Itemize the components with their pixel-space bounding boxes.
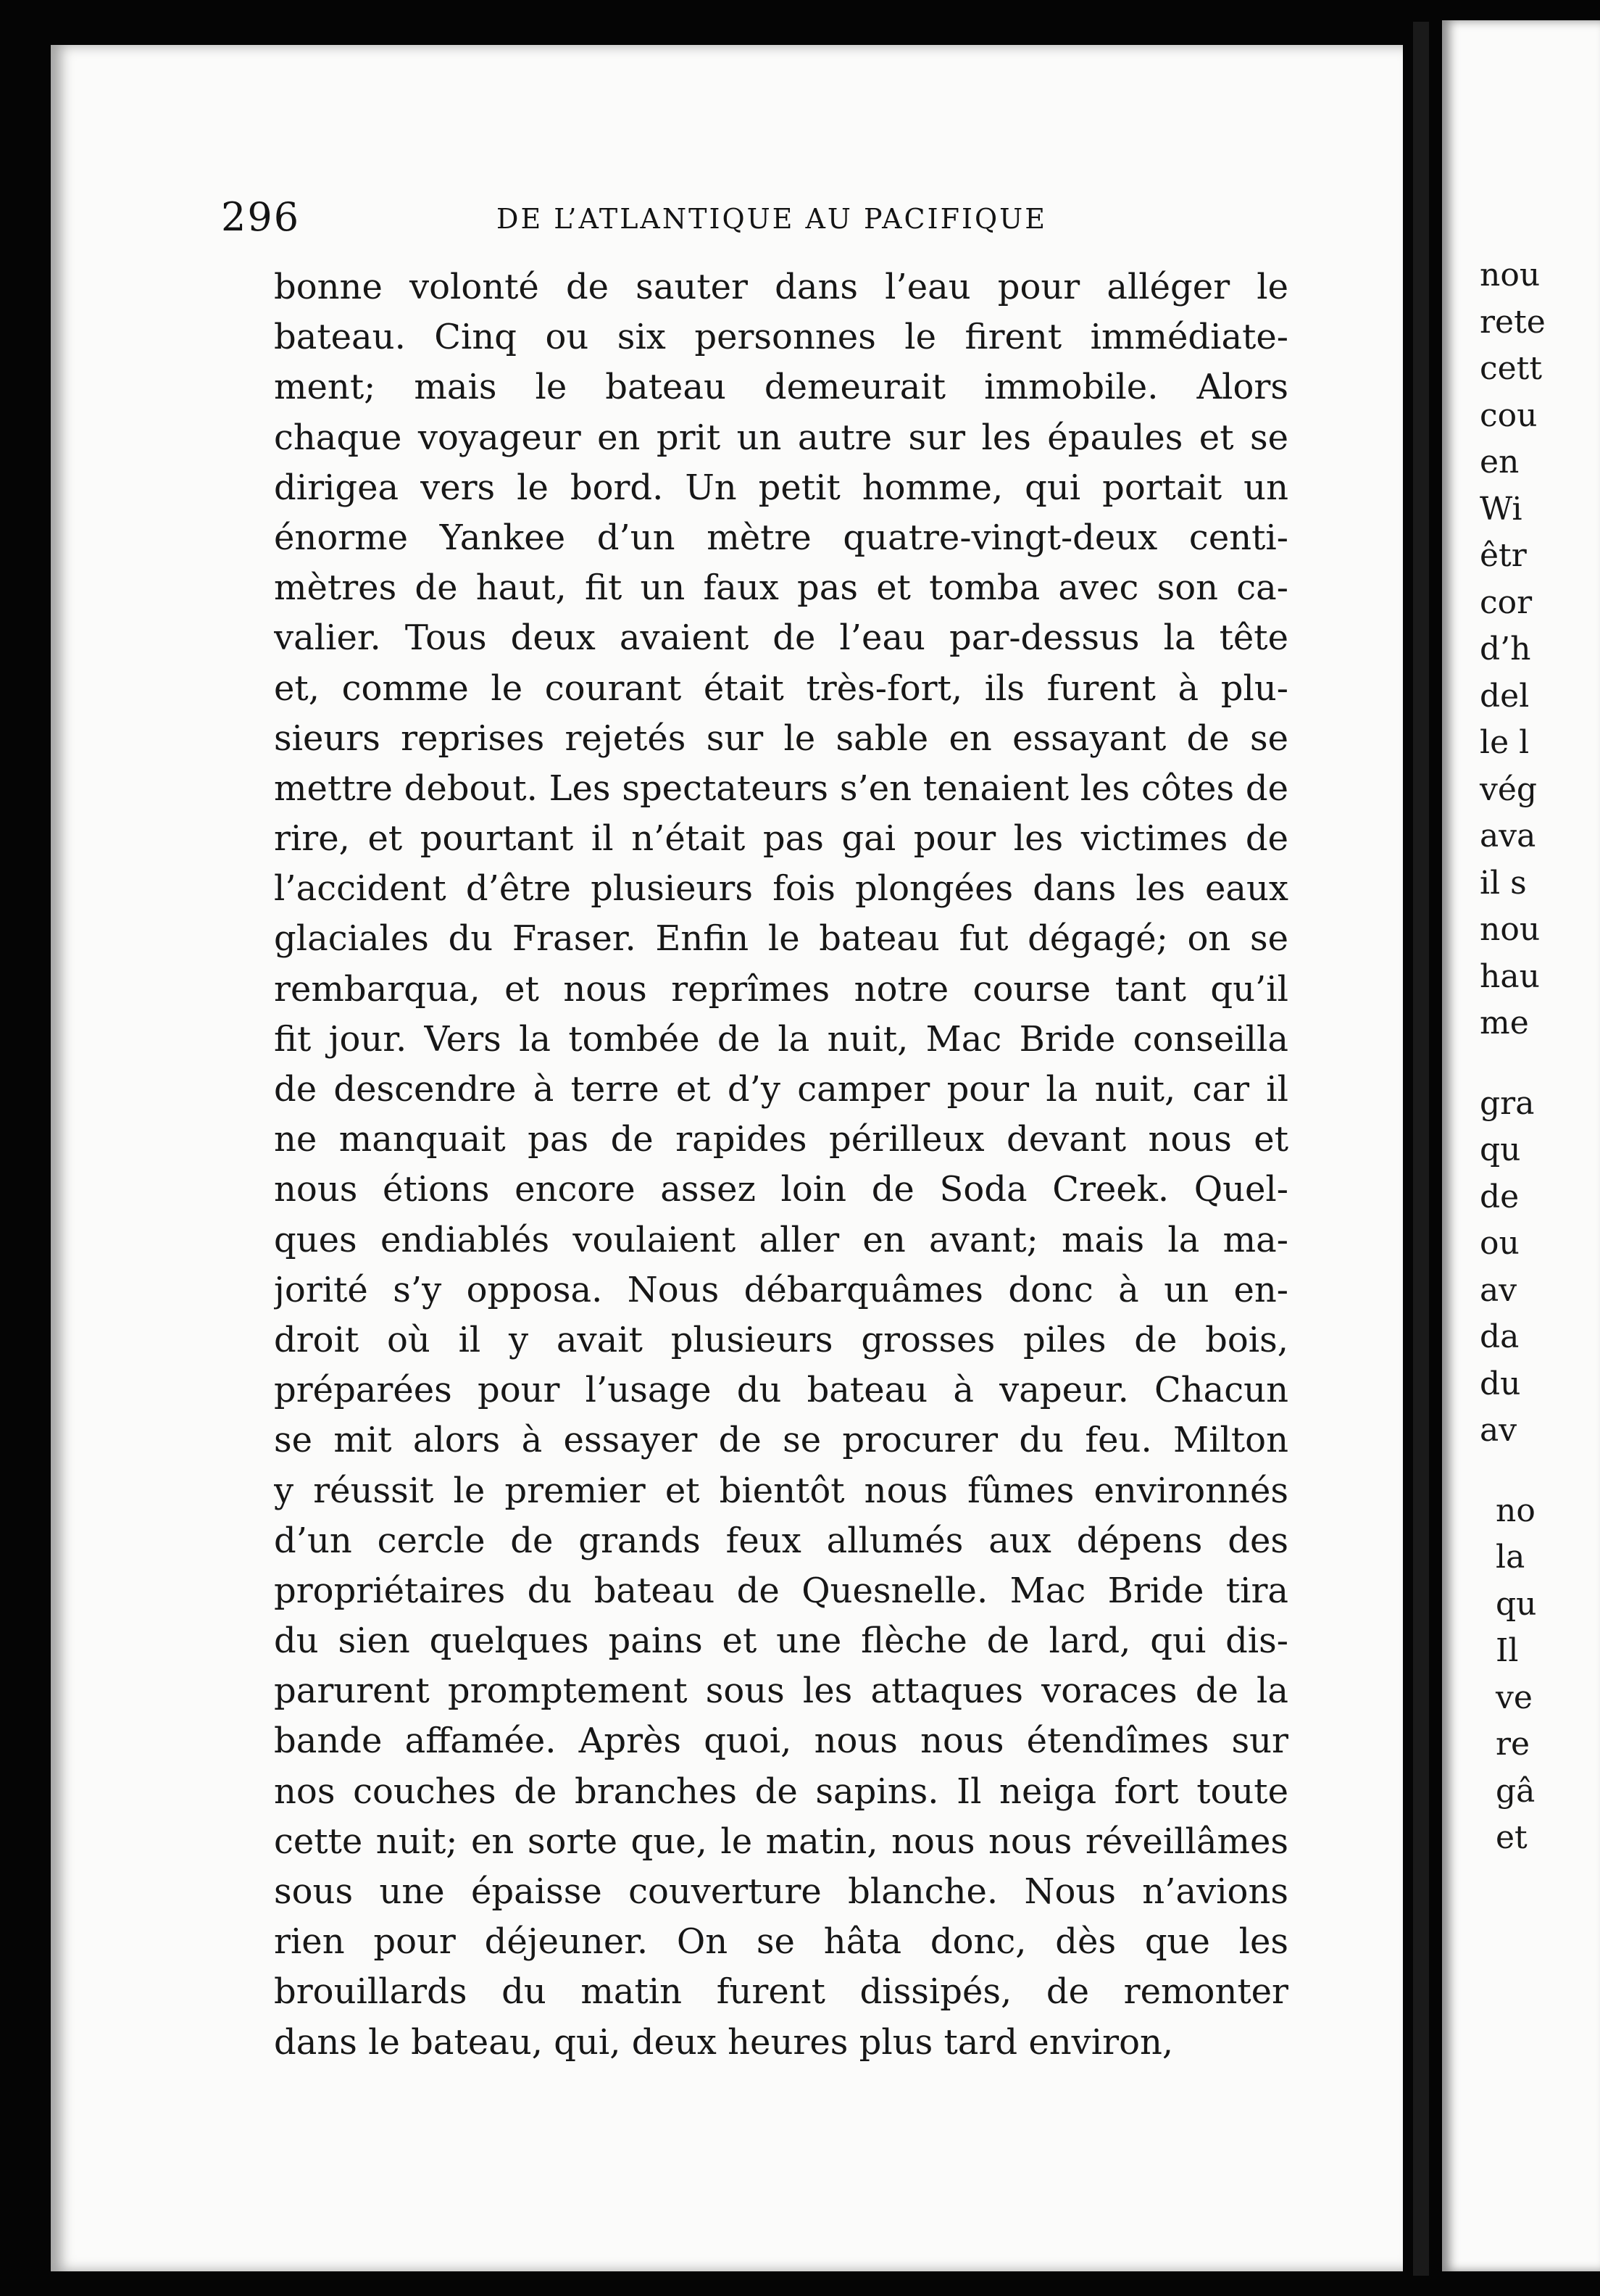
text-line: glaciales du Fraser. Enfin le bateau fut dégagé; on se (274, 918, 1288, 960)
text-line: mettre debout. Les spectateurs s’en tenaient les côtes de (274, 768, 1288, 809)
text-line: mètres de haut, fit un faux pas et tomba avec son ca- (274, 567, 1288, 609)
right-page-line: ou (1480, 1225, 1520, 1262)
right-page-text (1442, 252, 1600, 1862)
text-line: ne manquait pas de rapides périlleux devant nous et (274, 1119, 1288, 1160)
right-page-line: no (1496, 1492, 1536, 1529)
right-page-line: de (1480, 1178, 1520, 1215)
text-line: rire, et pourtant il n’était pas gai pour les victimes de (274, 818, 1288, 860)
right-page-line: gra (1480, 1084, 1535, 1122)
right-page-line: en (1480, 444, 1520, 481)
text-line: droit où il y avait plusieurs grosses piles de bois, (274, 1319, 1288, 1360)
page-header (221, 194, 1293, 245)
right-page-line: il s (1480, 864, 1527, 902)
right-page-line: cor (1480, 583, 1533, 621)
text-line: rien pour déjeuner. On se hâta donc, dès que les (274, 1921, 1288, 1963)
right-page-line: et (1496, 1819, 1528, 1856)
text-line: chaque voyageur en prit un autre sur les épaules et se (274, 417, 1288, 458)
text-line: dirigea vers le bord. Un petit homme, qui portait un (274, 467, 1288, 508)
right-page-line: re (1496, 1726, 1530, 1763)
text-line: de descendre à terre et d’y camper pour la nuit, car il (274, 1069, 1288, 1110)
page-number: 296 (221, 194, 301, 240)
text-line: jorité s’y opposa. Nous débarquâmes donc à un en- (274, 1269, 1288, 1310)
text-line: valier. Tous deux avaient de l’eau par-dessus la tête (274, 617, 1288, 659)
right-page-line: me (1480, 1004, 1529, 1041)
text-line: propriétaires du bateau de Quesnelle. Mac Bride tira (274, 1570, 1288, 1611)
right-page-line: rete (1480, 303, 1546, 341)
right-page-line: del (1480, 677, 1530, 715)
right-page-line: da (1480, 1318, 1520, 1355)
text-line: rembarqua, et nous reprîmes notre course tant qu’il (274, 968, 1288, 1010)
right-page-line: cou (1480, 396, 1538, 434)
right-page-line: Il (1496, 1632, 1519, 1669)
right-page (1442, 20, 1600, 2271)
right-page-line: d’h (1480, 631, 1531, 667)
right-page-line: nou (1480, 257, 1541, 294)
right-page-line: cett (1480, 350, 1543, 387)
text-line: préparées pour l’usage du bateau à vapeur. Chacun (274, 1370, 1288, 1411)
text-line: bande affamée. Après quoi, nous nous étendîmes sur (274, 1721, 1288, 1762)
text-line: nos couches de branches de sapins. Il neiga fort toute (274, 1771, 1288, 1812)
right-page-line: av (1480, 1412, 1517, 1449)
text-line: sieurs reprises rejetés sur le sable en essayant de se (274, 718, 1288, 759)
text-line: nous étions encore assez loin de Soda Creek. Quel- (274, 1169, 1288, 1210)
text-line: bonne volonté de sauter dans l’eau pour alléger le (274, 267, 1288, 307)
text-line: brouillards du matin furent dissipés, de remonter (274, 1971, 1288, 2013)
text-line: et, comme le courant était très-fort, ils furent à plu- (274, 667, 1288, 709)
right-page-line: ve (1496, 1679, 1533, 1716)
right-page-line: hau (1480, 957, 1540, 995)
right-page-line: êtr (1480, 537, 1527, 574)
text-line: ment; mais le bateau demeurait immobile. Alors (274, 367, 1288, 408)
text-line: l’accident d’être plusieurs fois plongées dans les eaux (274, 868, 1288, 910)
right-page-line: av (1480, 1271, 1517, 1309)
text-line: dans le bateau, qui, deux heures plus tard environ, (274, 2021, 1174, 2063)
right-page-line: vég (1480, 770, 1538, 808)
right-page-line: gâ (1496, 1772, 1536, 1810)
text-line: bateau. Cinq ou six personnes le firent immédiate- (274, 317, 1288, 358)
text-line: y réussit le premier et bientôt nous fûmes environnés (274, 1470, 1288, 1511)
text-line: ques endiablés voulaient aller en avant; mais la ma- (274, 1219, 1288, 1260)
book-gutter (1413, 22, 1429, 2276)
right-page-line: Wi (1480, 490, 1522, 528)
right-page-line: qu (1496, 1585, 1537, 1623)
right-page-line: ava (1480, 818, 1536, 854)
right-page-line: la (1496, 1539, 1525, 1576)
text-line: cette nuit; en sorte que, le matin, nous nous réveillâmes (274, 1821, 1288, 1862)
right-page-line: du (1480, 1365, 1521, 1402)
text-line: du sien quelques pains et une flèche de lard, qui dis- (274, 1621, 1288, 1662)
right-page-line: le l (1480, 724, 1530, 761)
text-line: sous une épaisse couverture blanche. Nous n’avions (274, 1871, 1288, 1912)
right-page-line: qu (1480, 1131, 1521, 1168)
text-line: se mit alors à essayer de se procurer du feu. Milton (274, 1420, 1288, 1461)
text-line: énorme Yankee d’un mètre quatre-vingt-deux centi- (274, 517, 1288, 558)
running-title: DE L’ATLANTIQUE AU PACIFIQUE (496, 203, 1047, 235)
text-line: d’un cercle de grands feux allumés aux dépens des (274, 1520, 1288, 1561)
text-line: parurent promptement sous les attaques voraces de la (274, 1671, 1288, 1712)
body-text (274, 262, 1288, 2068)
text-line: fit jour. Vers la tombée de la nuit, Mac Bride conseilla (274, 1018, 1288, 1060)
right-page-line: nou (1480, 911, 1541, 948)
